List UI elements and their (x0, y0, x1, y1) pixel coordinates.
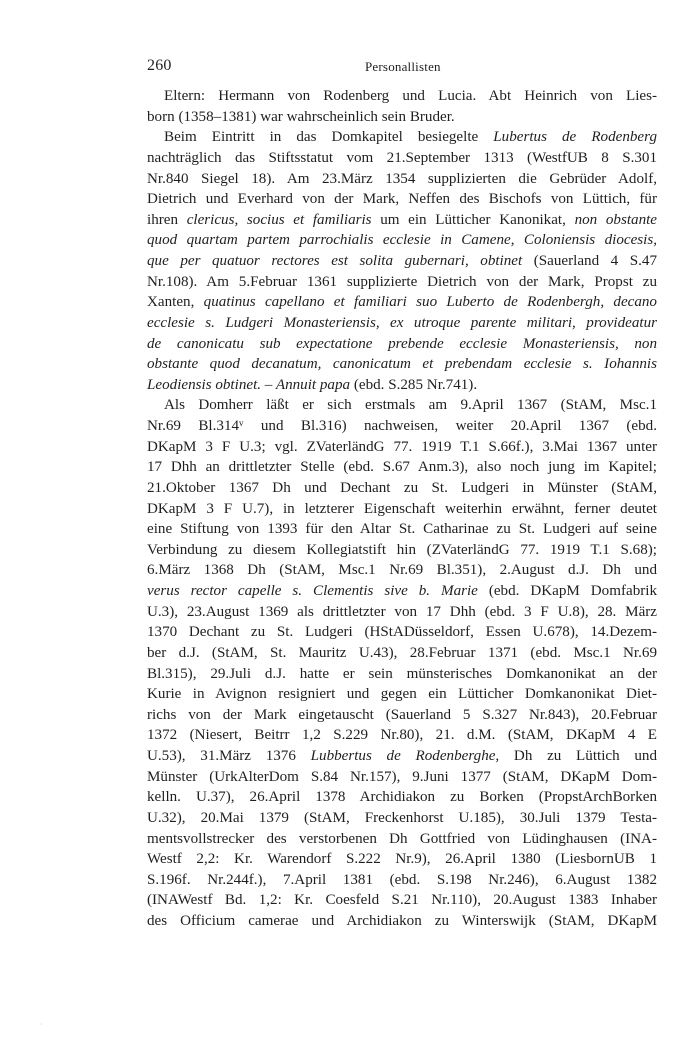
text-line (147, 292, 657, 313)
text-line (147, 643, 657, 664)
text-segment: Nr.69 Bl.314ᵛ und Bl.316) nachweisen, weiter 20.April 1367 (ebd. (147, 418, 657, 434)
text-segment: 6.März 1368 Dh (StAM, Msc.1 Nr.69 Bl.351), 2.August d.J. Dh und (147, 562, 657, 579)
italic-segment: clericus, socius et familiaris (186, 211, 372, 228)
italic-segment: quod quartam partem parrochialis ecclesie in Camene, Coloniensis diocesis, (147, 232, 657, 249)
text-segment: Beim Eintritt in das Domkapitel besiegelte (164, 129, 494, 146)
text-line (147, 86, 657, 107)
text-segment: eine Stiftung von 1393 für den Altar St. Catharinae zu St. Ludgeri auf seine (147, 521, 657, 538)
italic-segment: Lubbertus de Rodenberghe, (310, 748, 500, 764)
text-segment: Xanten, (147, 294, 204, 311)
text-line (147, 725, 657, 746)
text-line (147, 375, 657, 396)
text-segment: ihren (147, 211, 187, 228)
text-line (147, 581, 657, 602)
text-line (147, 705, 657, 726)
text-segment: nachträglich das Stiftsstatut vom 21.September 1313 (WestfUB 8 S.301 (147, 149, 657, 166)
text-line (147, 849, 657, 870)
text-line (147, 334, 657, 355)
text-line (147, 746, 657, 767)
text-line (147, 272, 657, 293)
running-title: Personallisten (365, 59, 441, 74)
text-line (147, 911, 657, 932)
text-line (147, 560, 657, 581)
text-segment: Eltern: Hermann von Rodenberg und Lucia. Abt Heinrich von Lies- (164, 88, 657, 104)
italic-segment: que per quatuor rectores est solita gubernari, obtinet (147, 253, 523, 269)
text-segment: U.3), 23.August 1369 als drittletzter von 17 Dhh (ebd. 3 F U.8), 28. März (147, 603, 657, 620)
italic-segment: Lubertus de Rodenberg (493, 129, 657, 146)
text-segment: S.196f. Nr.244f.), 7.April 1381 (ebd. S.198 Nr.246), 6.August 1382 (147, 871, 657, 888)
italic-segment: verus rector capelle s. Clementis sive b. Marie (147, 583, 478, 599)
text-line (147, 416, 657, 437)
text-segment: 1372 (Niesert, Beitrr 1,2 S.229 Nr.80), 21. d.M. (StAM, DKapM 4 E (147, 727, 657, 744)
text-segment: des Officium camerae und Archidiakon zu Winterswijk (StAM, DKapM (147, 913, 657, 929)
text-line (147, 251, 657, 272)
text-line (147, 519, 657, 540)
text-line (147, 457, 657, 478)
text-line (147, 395, 657, 416)
text-line (147, 684, 657, 705)
text-line (147, 870, 657, 891)
text-segment: 1370 Dechant zu St. Ludgeri (HStADüsseldorf, Essen U.678), 14.Dezem- (147, 624, 657, 641)
text-segment: Bl.315), 29.Juli d.J. hatte er sein münsterisches Domkanonikat an der (147, 665, 657, 682)
text-line (147, 127, 657, 148)
text-line (147, 437, 657, 458)
italic-segment: Leodiensis obtinet. – Annuit papa (147, 376, 351, 393)
paragraph (147, 127, 657, 395)
text-line (147, 313, 657, 334)
italic-segment: non obstante (574, 211, 658, 228)
text-line (147, 622, 657, 643)
text-segment: Nr.108). Am 5.Februar 1361 supplizierte Dietrich von der Mark, Propst zu (147, 273, 657, 290)
text-line (147, 540, 657, 561)
text-segment: (Sauerland 4 S.47 (522, 253, 657, 269)
text-line (147, 107, 657, 128)
paragraph (147, 395, 657, 931)
italic-segment: ecclesie s. Ludgeri Monasteriensis, ex utroque parente militari, provideatur (147, 314, 657, 331)
text-segment: Kurie in Avignon resigniert und gegen ein Lütticher Domkanonikat Diet- (147, 686, 657, 703)
text-line (147, 829, 657, 850)
text-segment: um ein Lütticher Kanonikat, (371, 211, 575, 228)
text-line (147, 230, 657, 251)
text-segment: Dietrich und Everhard von der Mark, Neffen des Bischofs von Lüttich, für (147, 191, 657, 208)
text-line (147, 189, 657, 210)
text-segment: mentsvollstrecker des verstorbenen Dh Gottfried von Lüdinghausen (INA- (147, 830, 657, 847)
text-line (147, 354, 657, 375)
text-line (147, 169, 657, 190)
text-segment: (INAWestf Bd. 1,2: Kr. Coesfeld S.21 Nr.110), 20.August 1383 Inhaber (147, 892, 657, 909)
text-segment: born (1358–1381) war wahrscheinlich sein Bruder. (147, 108, 455, 125)
text-segment: 17 Dhh an drittletzter Stelle (ebd. S.67 Anm.3), also noch jung im Kapitel; (147, 459, 657, 476)
text-line (147, 602, 657, 623)
text-line (147, 808, 657, 829)
paragraph (147, 86, 657, 127)
text-line (147, 787, 657, 808)
text-line (147, 210, 657, 231)
text-line (147, 767, 657, 788)
text-line (147, 664, 657, 685)
text-segment: (ebd. DKapM Domfabrik (477, 583, 658, 599)
text-segment: Nr.840 Siegel 18). Am 23.März 1354 supplizierten die Gebrüder Adolf, (147, 170, 657, 187)
text-segment: Dh zu Lüttich und (499, 748, 658, 764)
italic-segment: obstante quod decanatum, canonicatum et prebendam ecclesie s. Iohannis (147, 356, 657, 373)
text-segment: 21.Oktober 1367 Dh und Dechant zu St. Ludgeri in Münster (StAM, (147, 479, 657, 496)
body-text (147, 86, 657, 932)
text-segment: ber d.J. (StAM, St. Mauritz U.43), 28.Februar 1371 (ebd. Msc.1 Nr.69 (147, 644, 657, 661)
text-segment: (ebd. S.285 Nr.741). (350, 376, 478, 393)
text-segment: Münster (UrkAlterDom S.84 Nr.157), 9.Juni 1377 (StAM, DKapM Dom- (147, 768, 657, 785)
text-segment: Westf 2,2: Kr. Warendorf S.222 Nr.9), 26.April 1380 (LiesbornUB 1 (147, 851, 657, 868)
text-line (147, 478, 657, 499)
text-line (147, 499, 657, 520)
text-line (147, 148, 657, 169)
italic-segment: quatinus capellano et familiari suo Luberto de Rodenbergh, decano (203, 294, 657, 311)
text-segment: kelln. U.37), 26.April 1378 Archidiakon zu Borken (PropstArchBorken (147, 789, 657, 806)
text-segment: DKapM 3 F U.7), in letzterer Eigenschaft weiterhin erwähnt, ferner deutet (147, 500, 657, 517)
page-number: 260 (147, 57, 172, 74)
text-segment: U.53), 31.März 1376 (147, 748, 311, 764)
text-segment: richs von der Mark eingetauscht (Sauerland 5 S.327 Nr.843), 20.Februar (147, 706, 657, 723)
scan-speck: · (40, 1020, 43, 1029)
text-segment: DKapM 3 F U.3; vgl. ZVaterländG 77. 1919 T.1 S.66f.), 3.Mai 1367 unter (147, 438, 657, 455)
italic-segment: de canonicatu sub expectatione prebende ecclesie Monasteriensis, non (147, 335, 657, 352)
text-segment: U.32), 20.Mai 1379 (StAM, Freckenhorst U.185), 30.Juli 1379 Testa- (147, 809, 657, 826)
text-segment: Als Domherr läßt er sich erstmals am 9.April 1367 (StAM, Msc.1 (164, 397, 657, 414)
text-line (147, 890, 657, 911)
text-segment: Verbindung zu diesem Kollegiatstift hin (ZVaterländG 77. 1919 T.1 S.68); (147, 541, 657, 558)
